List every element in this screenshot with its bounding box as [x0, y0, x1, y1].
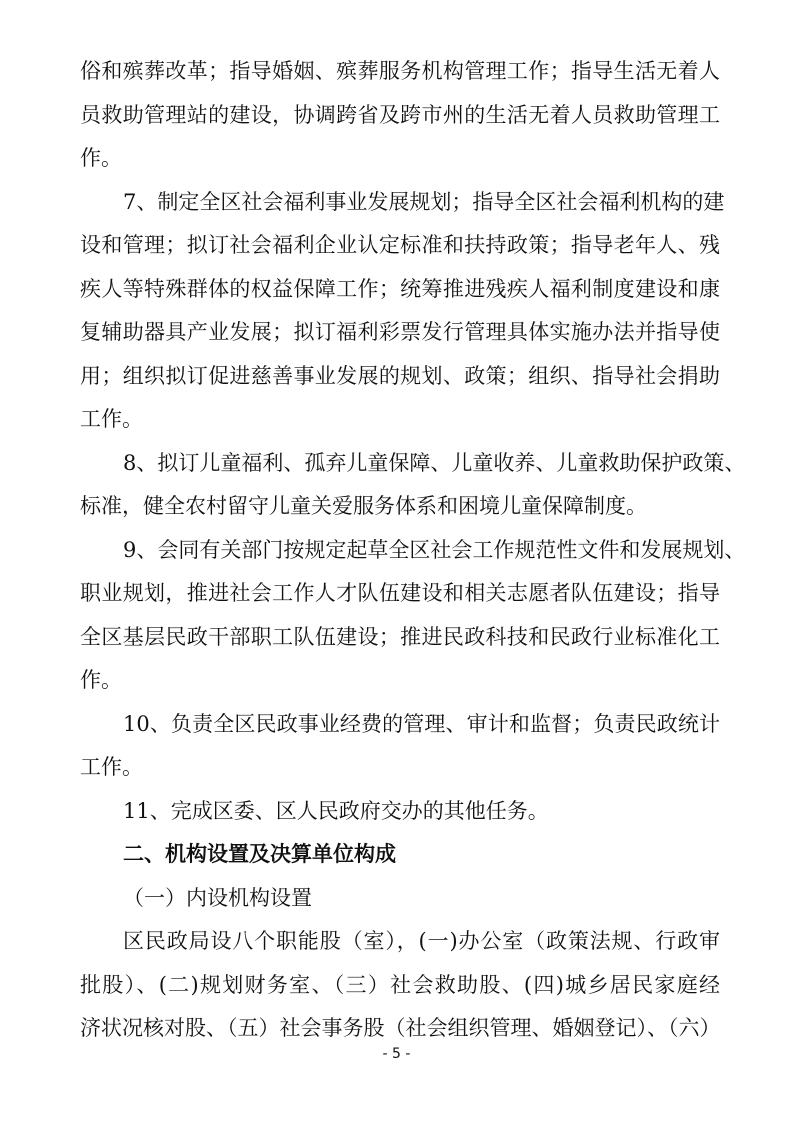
paragraph-line: 工作。	[80, 407, 143, 431]
paragraph-line: 区民政局设八个职能股（室），(一)办公室（政策法规、行政审	[123, 929, 720, 953]
paragraph-line: 11、完成区委、区人民政府交办的其他任务。	[123, 799, 549, 823]
paragraph-line: 员救助管理站的建设，协调跨省及跨市州的生活无着人员救助管理工	[80, 103, 720, 127]
page-number: - 5 -	[382, 1046, 411, 1062]
paragraph-line: 俗和殡葬改革；指导婚姻、殡葬服务机构管理工作；指导生活无着人	[80, 59, 720, 83]
section-heading: 二、机构设置及决算单位构成	[123, 842, 396, 866]
paragraph-line: 设和管理；拟订社会福利企业认定标准和扶持政策；指导老年人、残	[80, 233, 720, 257]
paragraph-line: 复辅助器具产业发展；拟订福利彩票发行管理具体实施办法并指导使	[80, 320, 720, 344]
subsection-heading: （一）内设机构设置	[123, 886, 312, 910]
paragraph-line: 全区基层民政干部职工队伍建设；推进民政科技和民政行业标准化工	[80, 625, 720, 649]
paragraph-line: 标准，健全农村留守儿童关爱服务体系和困境儿童保障制度。	[80, 494, 647, 518]
paragraph-line: 作。	[80, 146, 122, 170]
paragraph-line: 批股）、(二)规划财务室、（三）社会救助股、(四)城乡居民家庭经	[80, 973, 720, 997]
paragraph-line: 职业规划，推进社会工作人才队伍建设和相关志愿者队伍建设；指导	[80, 581, 720, 605]
paragraph-line: 作。	[80, 668, 122, 692]
paragraph-line: 8、拟订儿童福利、孤弃儿童保障、儿童收养、儿童救助保护政策、	[123, 451, 746, 475]
paragraph-line: 10、负责全区民政事业经费的管理、审计和监督；负责民政统计	[123, 712, 720, 736]
paragraph-line: 7、制定全区社会福利事业发展规划；指导全区社会福利机构的建	[123, 190, 725, 214]
paragraph-line: 疾人等特殊群体的权益保障工作；统筹推进残疾人福利制度建设和康	[80, 277, 720, 301]
paragraph-line: 用；组织拟订促进慈善事业发展的规划、政策；组织、指导社会捐助	[80, 364, 720, 388]
paragraph-line: 济状况核对股、（五）社会事务股（社会组织管理、婚姻登记）、（六）	[80, 1016, 721, 1040]
paragraph-line: 工作。	[80, 755, 143, 779]
paragraph-line: 9、会同有关部门按规定起草全区社会工作规范性文件和发展规划、	[123, 538, 746, 562]
